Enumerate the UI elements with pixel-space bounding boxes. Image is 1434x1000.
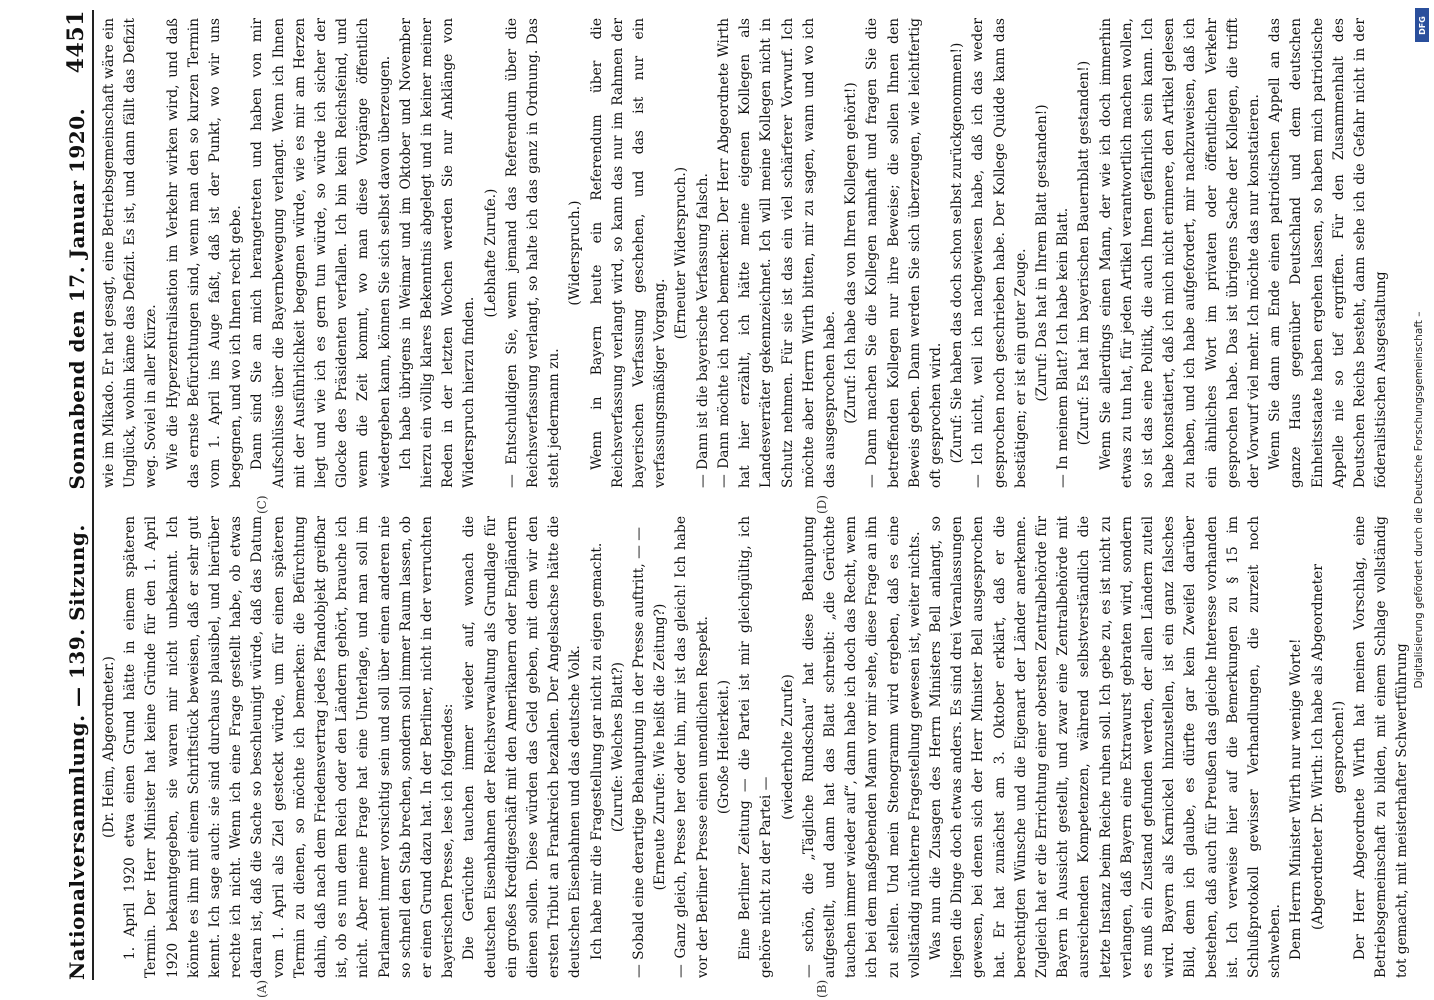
digitization-note-text: Digitalisierung gefördert durch die Deutsche Forschungsgemeinschaft – xyxy=(1413,311,1425,689)
left-column-paragraph: (Zurufe: Welches Blatt?) xyxy=(609,661,626,833)
left-column-paragraph: — Sobald eine derartige Behauptung in der Presse auftritt, — — xyxy=(631,526,648,978)
right-column-paragraph: — Dann ist die bayerische Verfassung falsch. xyxy=(694,173,711,488)
left-column-paragraph: — Ganz gleich, Presse her oder hin, mir ist das gleich! Ich habe vor der Berliner Presse einen unendlichen Respekt. xyxy=(673,516,711,978)
left-column-paragraph: (Große Heiterkeit.) xyxy=(715,679,732,815)
right-column-paragraph: — Ich nicht, weil ich nachgewiesen habe, daß ich das weder gesprochen noch geschrieben habe. Der Kollege Quidde kann das bestätigen; er ist ein guter Zeuge. xyxy=(970,18,1029,488)
right-column-paragraph: (Zuruf: Sie haben das doch schon selbst zurückgenommen!) xyxy=(949,42,966,464)
margin-mark-c: (C) xyxy=(255,495,269,514)
left-column-paragraph: (Dr. Heim, Abgeordneter.) xyxy=(101,656,117,838)
right-column-paragraph: Dann sind Sie an mich herangetreten und haben von mir Aufschlüsse über die Bayernbewegung verlangt. Wenn ich Ihnen mit der Ausführlichkeit begegnen würde, wie es mir am Herzen liegt und wie ich es gern tun würde, so würde ich sicher der Glocke des Präsidenten verfallen. Ich bin kein Reichsfeind, und wenn die Zeit kommt, wo man diese Vorgänge öffentlich wiedergeben kann, können Sie sich selbst davon überzeugen. xyxy=(249,18,393,488)
left-column-paragraph: Eine Berliner Zeitung — die Partei ist mir gleichgültig, ich gehöre nicht zu der Partei — xyxy=(737,516,775,978)
right-column-paragraph: Wie die Hyperzentralisation im Verkehr wirken wird, und daß das ernste Befürchtungen sind, wenn man den so kurzen Termin vom 1. April ins Auge faßt, daß ist der Punkt, wo wir uns begegnen, und wo ich Ihnen recht gebe. xyxy=(164,18,245,488)
left-column-paragraph: 1. April 1920 etwa einen Grund hätte in einem späteren Termin. Der Herr Minister hat keine Gründe für den 1. April 1920 bekanntgegeben, sie waren mir nicht unbekannt. Ich könnte es ihm mit einem Schriftstück beweisen, daß er sehr gut kennt. Ich sage auch: sie sind durchaus plausibel, und hierüber rechte ich nicht. Wenn ich eine Frage gestellt habe, ob etwas daran ist, daß die Sache so beschleunigt würde, daß das Datum vom 1. April als Ziel gesteckt würde, um für einen späteren Termin zu dienen, so möchte ich bemerken: die Befürchtung dahin, daß nach dem Friedensvertrag jedes Pfandobjekt greifbar ist, ob es nun dem Reich oder den Ländern gehört, brauche ich nicht. Aber meine Frage hat eine Unterlage, und man soll im Parlament immer vorsichtig sein und soll über einen anderen nie so schnell den Stab brechen, sondern soll immer Raum lassen, ob er einen Grund dazu hat. In der Berliner, nicht in der verruchten bayerischen Presse, lese ich folgendes: xyxy=(122,516,457,978)
left-column-paragraph: Dem Herrn Minister Wirth nur wenige Worte! xyxy=(1288,638,1305,960)
right-text-column xyxy=(99,18,1390,488)
left-column-paragraph: Die Gerüchte tauchen immer wieder auf, wonach die deutschen Eisenbahnen der Reichsverwaltung als Grundlage für ein großes Kreditgeschäft mit den Amerikanern oder Engländern dienen sollen. Diese würden das Geld geben, mit dem wir den ersten Tribut an Frankreich bezahlen. Der Angelsachse hätte die deutschen Eisenbahnen und das deutsche Volk. xyxy=(461,516,584,978)
margin-mark-a: (A) xyxy=(255,979,269,998)
right-column-paragraph: (Widerspruch.) xyxy=(567,200,584,306)
right-column-paragraph: Wenn Sie allerdings einen Mann, der wie ich doch immerhin etwas zu tun hat, für jeden Artikel verantwortlich machen wollen, so ist das eine Politik, die auch Ihnen gefährlich sein kann. Ich habe konstatiert, daß ich mich nicht erinnere, den Artikel gelesen zu haben, und ich habe aufgefordert, mir nachzuweisen, daß ich ein ähnliches Wort im privaten oder öffentlichen Verkehr gesprochen habe. Das ist übrigens Sache der Kollegen, die trifft der Vorwurf viel mehr. Ich möchte das nur konstatieren. xyxy=(1097,18,1262,488)
page-number: 4451 xyxy=(63,10,89,74)
left-column-paragraph: (Erneute Zurufe: Wie heißt die Zeitung?) xyxy=(652,603,669,891)
digitization-note xyxy=(1408,10,1430,990)
left-column-paragraph: — schön, die „Tägliche Rundschau“ hat diese Behauptung aufgestellt, und dann hat das Blatt schreibt: „die Gerüchte tauchen immer wieder auf“, dann habe ich doch das Recht, wenn ich bei dem maßgebenden Mann vor mir sehe, diese Frage an ihn zu stellen. Und mein Stenogramm wird ergeben, daß es eine vollständig nüchterne Fragestellung gewesen ist, weiter nichts. xyxy=(800,516,923,978)
header-left-title: Nationalversammlung. — 139. Sitzung. xyxy=(65,524,89,980)
header-date: Sonnabend den 17. Januar 1920. xyxy=(65,107,89,490)
right-column-paragraph: — Entschuldigen Sie, wenn jemand das Referendum über die Reichsverfassung verlangt, so halte ich das ganz in Ordnung. Das steht jedermann zu. xyxy=(503,18,563,488)
scanned-page xyxy=(55,0,1411,1000)
right-column-paragraph: — Dann möchte ich noch bemerken: Der Herr Abgeordnete Wirth hat hier erzählt, ich hätte meine eigenen Kollegen als Landesverräter gekennzeichnet. Ich will meine Kollegen nicht in Schutz nehmen. Für sie ist das ein viel schärferer Vorwurf. Ich möchte aber Herrn Wirth bitten, mir zu sagen, wann und wo ich das ausgesprochen habe. xyxy=(715,18,838,488)
left-column-paragraph: Was nun die Zusagen des Herrn Ministers Bell anlangt, so liegen die Dinge doch etwas anders. Es sind drei Veranlassungen gewesen, bei denen sich der Herr Minister Bell ausgesprochen hat. Er hat zunächst am 3. Oktober erklärt, daß er die berechtigten Wünsche und die Eigenart der Länder anerkenne. Zugleich hat er die Errichtung einer obersten Zentralbehörde für Bayern in Aussicht gestellt, und zwar eine Zentralbehörde mit ausreichenden Kompetenzen, während selbstverständlich die letzte Instanz beim Reiche ruhen soll. Ich gebe zu, es ist nicht zu verlangen, daß Bayern eine Extrawurst gebraten wird, sondern es muß ein Zustand gefunden werden, der allen Ländern zuteil wird. Bayern als Karnickel hinzustellen, ist ein ganz falsches Bild, denn ich glaube, es dürfte gar kein Zweifel darüber bestehen, daß auch für Preußen das gleiche Interesse vorhanden ist. Ich verweise hier auf die Bemerkungen zu § 15 im Schlußprotokoll gewisser Verhandlungen, die zurzeit noch schweben. xyxy=(927,516,1284,978)
dfg-logo-text: DFG xyxy=(1417,15,1427,35)
left-column-paragraph: (wiederholte Zurufe) xyxy=(779,674,796,820)
left-column-paragraph: (Abgeordneter Dr. Wirth: Ich habe als Abgeordneter gesprochen!) xyxy=(1309,564,1347,930)
right-column-paragraph: — In meinem Blatt? Ich habe kein Blatt. xyxy=(1055,207,1072,488)
right-column-paragraph: (Erneuter Widerspruch.) xyxy=(673,166,690,340)
left-column-paragraph: Der Herr Abgeordnete Wirth hat meinen Vorschlag, eine Betriebsgemeinschaft zu bilden, mit einem Schlage vollständig tot gemacht, mit meisterhafter Schwertführung xyxy=(1351,516,1411,978)
right-column-paragraph: wie im Mikado. Er hat gesagt, eine Betriebsgemeinschaft wäre ein Unglück, wohin käme das Defizit. Es ist, und dann fällt das Defizit weg. Soviel in aller Kürze. xyxy=(101,18,160,488)
right-column-paragraph: (Zuruf: Das hat in Ihrem Blatt gestanden!) xyxy=(1033,104,1050,402)
right-column-paragraph: Wenn Sie dann am Ende einen patriotischen Appell an das ganze Haus gegenüber Deutschland und dem deutschen Einheitsstaate haben ergehen lassen, so haben mich patriotische Appelle nie so tief ergriffen. Für den Zusammenhalt des Deutschen Reichs besteht, dann sehe ich die Gefahr nicht in der föderalistischen Ausgestaltung xyxy=(1267,18,1390,488)
right-column-paragraph: — Dann machen Sie die Kollegen namhaft und fragen Sie die betreffenden Kollegen nur ihre Beweise; die sollen Ihnen den Beweis geben. Dann werden Sie sich überzeugen, wie leichtfertig oft gesprochen wird. xyxy=(864,18,944,488)
right-column-paragraph: (Zuruf: Es hat im bayerischen Bauernblatt gestanden!) xyxy=(1076,60,1093,446)
margin-mark-b: (B) xyxy=(815,979,829,998)
right-column-paragraph: (Zuruf: Ich habe das von Ihren Kollegen gehört!) xyxy=(843,82,860,424)
dfg-logo xyxy=(1415,8,1429,42)
right-column-paragraph: Ich habe übrigens in Weimar und im Oktober und November hierzu ein völlig klares Bekenntnis abgelegt und in keiner meiner Reden in der letzten Wochen werden Sie nur Anklänge von Widerspruch hierzu finden. xyxy=(397,18,478,488)
right-column-paragraph: (Lebhafte Zurufe.) xyxy=(482,188,499,318)
right-column-paragraph: Wenn in Bayern heute ein Referendum über die Reichsverfassung verlangt wird, so kann das nur im Rahmen der bayerischen Verfassung geschehen, und das ist nur ein verfassungsmäßiger Vorgang. xyxy=(588,18,669,488)
left-column-paragraph: Ich habe mir die Fragestellung gar nicht zu eigen gemacht. xyxy=(588,542,605,960)
left-text-column xyxy=(99,516,1411,978)
page-header xyxy=(55,10,94,980)
margin-mark-d: (D) xyxy=(815,495,829,514)
